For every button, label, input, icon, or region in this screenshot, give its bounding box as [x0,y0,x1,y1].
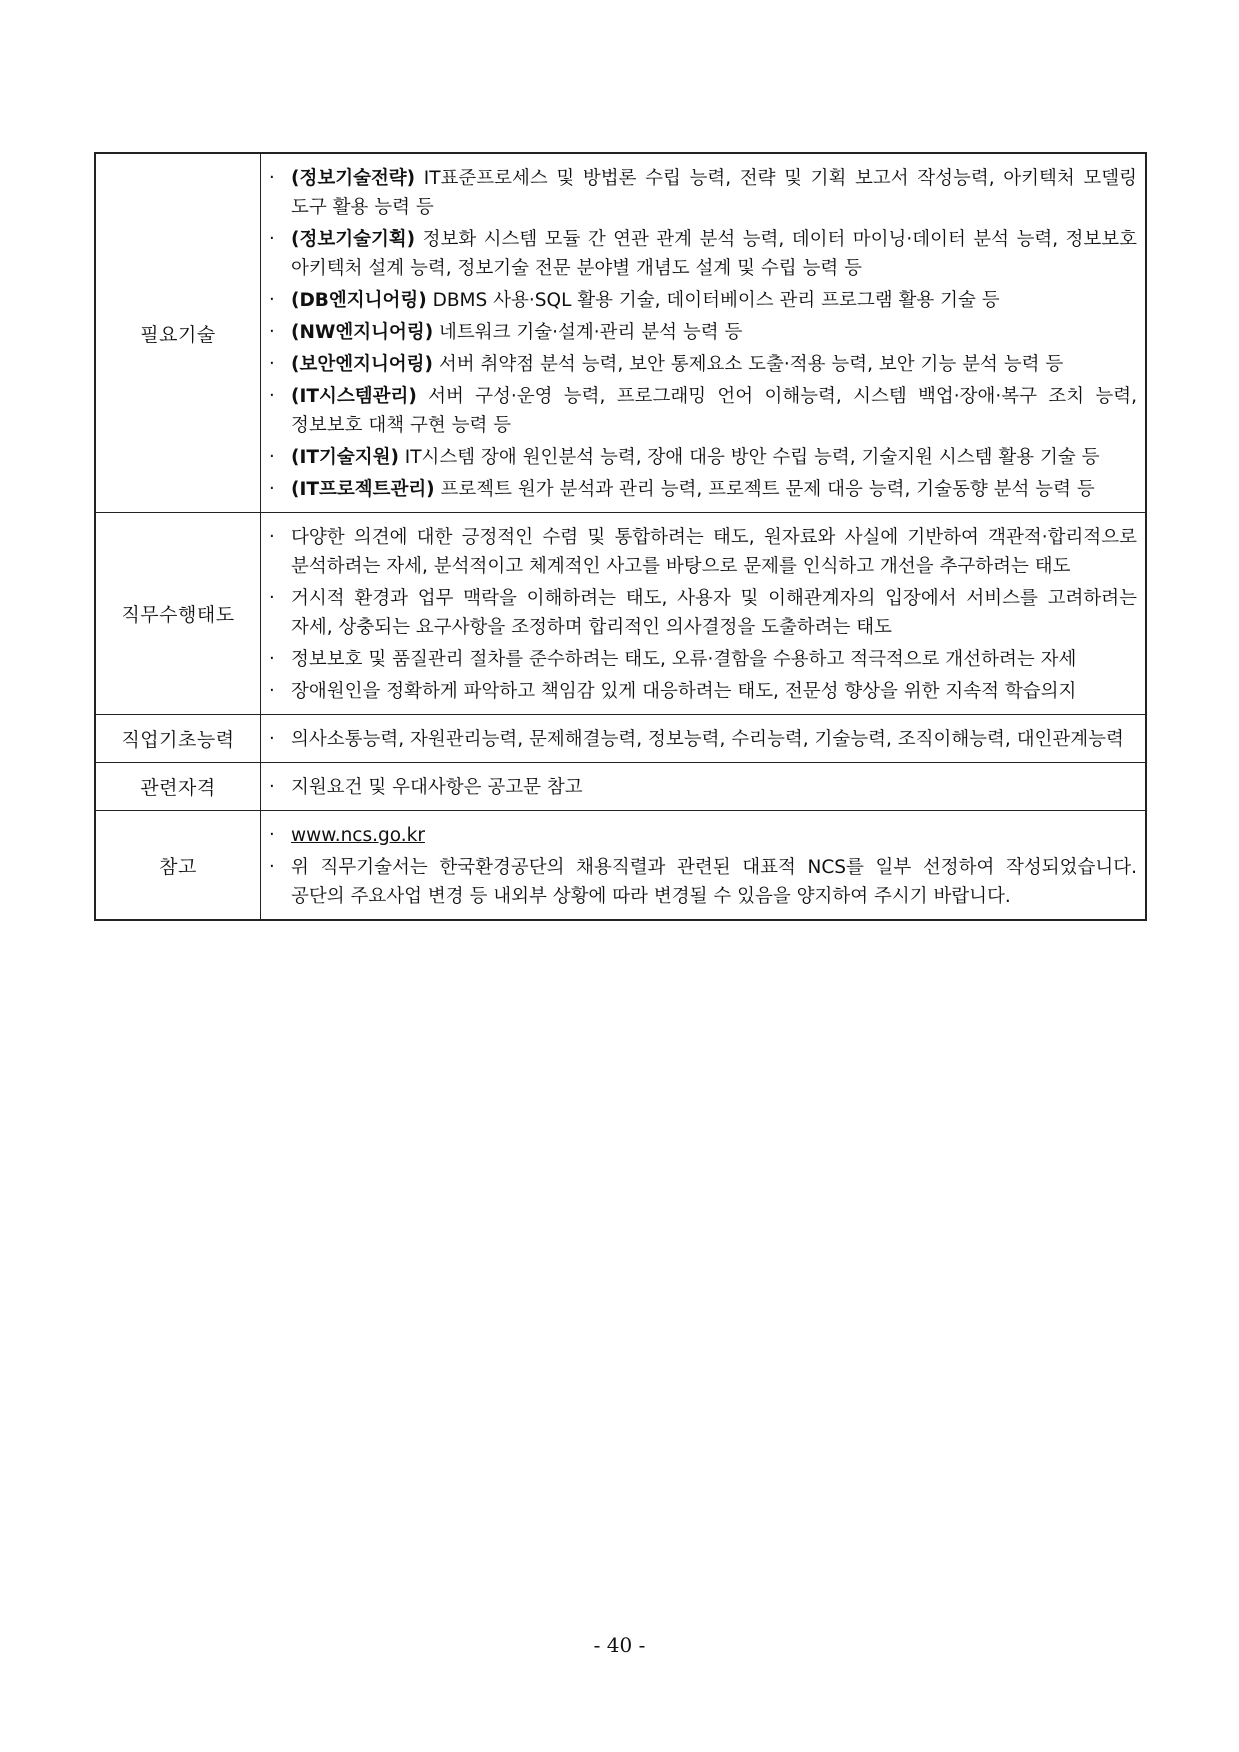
skill-text: IT표준프로세스 및 방법론 수립 능력, 전략 및 기획 보고서 작성능력, 아키텍처 모델링 도구 활용 능력 등 [291,168,1137,218]
label-qualifications: 관련자격 [95,763,261,811]
reference-list [267,821,1137,911]
skill-text: DBMS 사용·SQL 활용 기술, 데이터베이스 관리 프로그램 활용 기술 등 [426,290,1000,311]
label-basic-competency: 직업기초능력 [95,715,261,763]
content-qualifications [261,763,1147,811]
list-item: · 거시적 환경과 업무 맥락을 이해하려는 태도, 사용자 및 이해관계자의 입장에서 서비스를 고려하려는 자세, 상충되는 요구사항을 조정하며 합리적인 의사결정을 도출하려는 태도 [267,584,1137,642]
list-item: · 위 직무기술서는 한국환경공단의 채용직렬과 관련된 대표적 NCS를 일부 선정하여 작성되었습니다. 공단의 주요사업 변경 등 내외부 상황에 따라 변경될 수 있음을 양지하여 주시기 바랍니다. [267,853,1137,911]
qualifications-list [267,773,1137,802]
row-reference [95,811,1146,921]
list-item [267,350,1137,379]
skill-text: 네트워크 기술·설계·관리 분석 능력 등 [433,322,743,343]
label-required-skills: 필요기술 [95,153,261,513]
skill-keyword: (IT프로젝트관리) [291,479,435,500]
list-item [267,318,1137,347]
list-item [267,225,1137,283]
page-number: - 40 - [593,1633,646,1657]
ncs-link[interactable]: www.ncs.go.kr [291,825,425,846]
content-job-attitude [261,513,1147,715]
skill-text: 서버 구성·운영 능력, 프로그래밍 언어 이해능력, 시스템 백업·장애·복구 조치 능력, 정보보호 대책 구현 능력 등 [291,386,1137,436]
skill-text: IT시스템 장애 원인분석 능력, 장애 대응 방안 수립 능력, 기술지원 시스템 활용 기술 등 [398,447,1100,468]
list-item: · 의사소통능력, 자원관리능력, 문제해결능력, 정보능력, 수리능력, 기술능력, 조직이해능력, 대인관계능력 [267,725,1137,754]
list-item [267,443,1137,472]
content-basic-competency [261,715,1147,763]
list-item [267,382,1137,440]
skill-text: 서버 취약점 분석 능력, 보안 통제요소 도출·적용 능력, 보안 기능 분석 능력 등 [433,354,1064,375]
list-item: · 다양한 의견에 대한 긍정적인 수렴 및 통합하려는 태도, 원자료와 사실에 기반하여 객관적·합리적으로 분석하려는 자세, 분석적이고 체계적인 사고를 바탕으로 문제를 인식하고 개선을 추구하려는 태도 [267,523,1137,581]
row-basic-competency [95,715,1146,763]
label-job-attitude: 직무수행태도 [95,513,261,715]
skill-text: 정보화 시스템 모듈 간 연관 관계 분석 능력, 데이터 마이닝·데이터 분석 능력, 정보보호 아키텍처 설계 능력, 정보기술 전문 분야별 개념도 설계 및 수립 능력 등 [291,229,1137,279]
job-description-table [94,152,1147,921]
basic-competency-list [267,725,1137,754]
skill-text: 프로젝트 원가 분석과 관리 능력, 프로젝트 문제 대응 능력, 기술동향 분석 능력 등 [434,479,1095,500]
row-qualifications [95,763,1146,811]
list-item: · 지원요건 및 우대사항은 공고문 참고 [267,773,1137,802]
skill-keyword: (IT기술지원) [291,447,399,468]
content-reference [261,811,1147,921]
skill-keyword: (IT시스템관리) [291,386,417,407]
list-item: · 정보보호 및 품질관리 절차를 준수하려는 태도, 오류·결함을 수용하고 적극적으로 개선하려는 자세 [267,645,1137,674]
skill-keyword: (정보기술전략) [291,168,416,189]
row-required-skills [95,153,1146,513]
row-job-attitude [95,513,1146,715]
list-item [267,821,1137,850]
skill-keyword: (DB엔지니어링) [291,290,427,311]
content-required-skills [261,153,1147,513]
required-skills-list [267,164,1137,504]
list-item: · 장애원인을 정확하게 파악하고 책임감 있게 대응하려는 태도, 전문성 향상을 위한 지속적 학습의지 [267,677,1137,706]
skill-keyword: (정보기술기획) [291,229,416,250]
skill-keyword: (NW엔지니어링) [291,322,434,343]
skill-keyword: (보안엔지니어링) [291,354,434,375]
list-item [267,286,1137,315]
label-reference: 참고 [95,811,261,921]
list-item [267,164,1137,222]
job-attitude-list [267,523,1137,706]
list-item [267,475,1137,504]
